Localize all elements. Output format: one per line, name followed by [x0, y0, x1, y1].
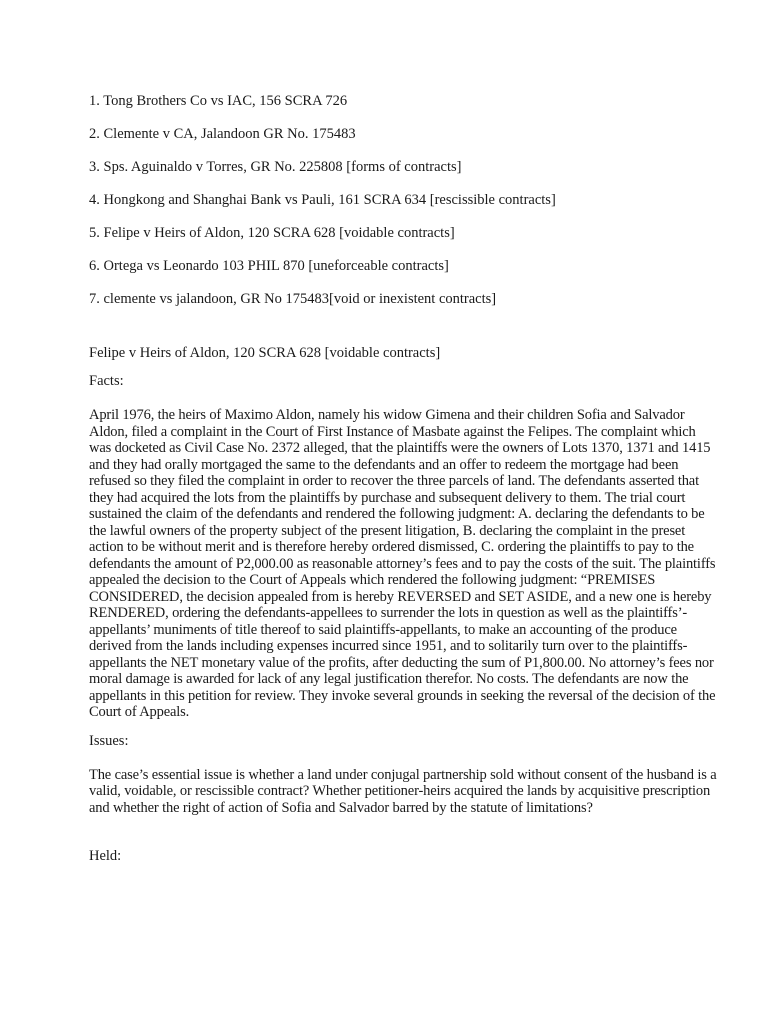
digest-title: Felipe v Heirs of Aldon, 120 SCRA 628 [voidable contracts]	[89, 345, 441, 361]
issues-paragraph: The case’s essential issue is whether a land under conjugal partnership sold without consent of the husband is a valid, voidable, or rescissible contract? Whether petitioner-heirs acquired the lands by acquisitive prescription and whether the right of action of Sofia and Salvador barred by the statute of limitations?	[89, 766, 717, 816]
case-item-2: 2. Clemente v CA, Jalandoon GR No. 175483	[89, 126, 356, 142]
case-item-1: 1. Tong Brothers Co vs IAC, 156 SCRA 726	[89, 93, 348, 109]
case-list	[89, 93, 719, 308]
case-item-5: 5. Felipe v Heirs of Aldon, 120 SCRA 628 [voidable contracts]	[89, 225, 455, 241]
facts-paragraph: April 1976, the heirs of Maximo Aldon, namely his widow Gimena and their children Sofia and Salvador Aldon, filed a complaint in the Court of First Instance of Masbate against the Felipes. The complaint which was docketed as Civil Case No. 2372 alleged, that the plaintiffs were the owners of Lots 1370, 1371 and 1415 and they had orally mortgaged the same to the defendants and an offer to redeem the mortgage had been refused so they filed the complaint in order to recover the three parcels of land. The defendants asserted that they had acquired the lots from the plaintiffs by purchase and subsequent delivery to them. The trial court sustained the claim of the defendants and rendered the following judgment: A. declaring the defendants to be the lawful owners of the property subject of the present litigation, B. declaring the complaint in the preset action to be without merit and is therefore hereby ordered dismissed, C. ordering the plaintiffs to pay to the defendants the amount of P2,000.00 as reasonable attorney’s fees and to pay the costs of the suit. The plaintiffs appealed the decision to the Court of Appeals which rendered the following judgment: “PREMISES CONSIDERED, the decision appealed from is hereby REVERSED and SET ASIDE, and a new one is hereby RENDERED, ordering the defendants-appellees to surrender the lots in question as well as the plaintiffs’-appellants’ muniments of title thereof to said plaintiffs-appellants, to make an accounting of the produce derived from the lands including expenses incurred since 1951, and to solitarily turn over to the plaintiffs-appellants the NET monetary value of the profits, after deducting the sum of P1,800.00. No attorney’s fees nor moral damage is awarded for lack of any legal justification therefor. No costs. The defendants are now the appellants in this petition for review. They invoke several grounds in seeking the reversal of the decision of the Court of Appeals.	[89, 407, 716, 720]
facts-label: Facts:	[89, 373, 124, 389]
issues-label: Issues:	[89, 732, 129, 749]
held-label: Held:	[89, 848, 122, 864]
case-item-3: 3. Sps. Aguinaldo v Torres, GR No. 225808 [forms of contracts]	[89, 159, 462, 175]
case-item-4: 4. Hongkong and Shanghai Bank vs Pauli, 161 SCRA 634 [rescissible contracts]	[89, 192, 556, 208]
document-page	[89, 93, 719, 882]
case-item-6: 6. Ortega vs Leonardo 103 PHIL 870 [uneforceable contracts]	[89, 258, 449, 274]
case-item-7: 7. clemente vs jalandoon, GR No 175483[void or inexistent contracts]	[89, 291, 497, 307]
